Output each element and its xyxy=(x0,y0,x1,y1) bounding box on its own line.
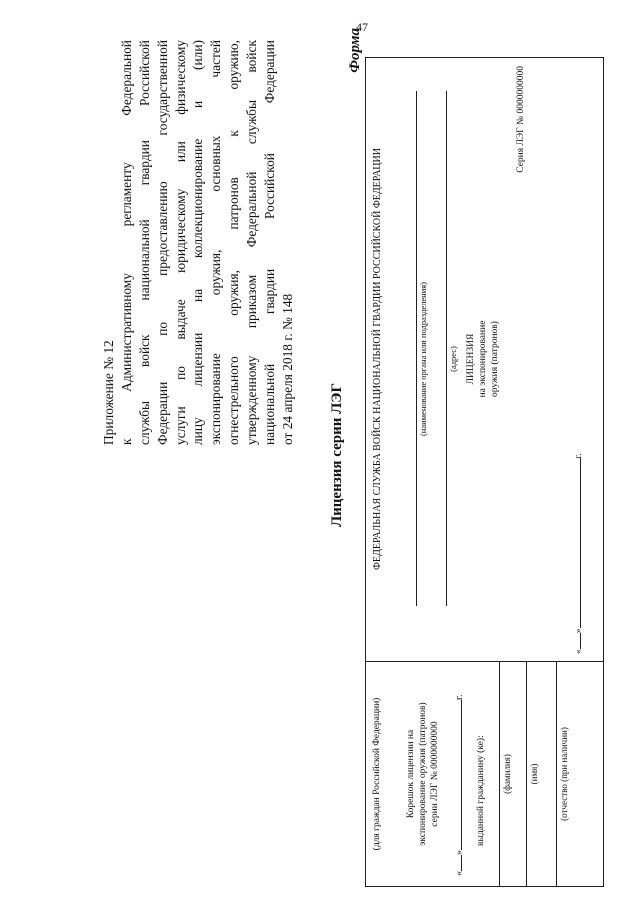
header-word: и xyxy=(190,100,206,108)
header-word: физическому xyxy=(172,40,188,115)
license-date-open: « xyxy=(574,649,584,654)
stub-condition: (для граждан Российской Федерации) xyxy=(372,697,382,851)
license-heading: ФЕДЕРАЛЬНАЯ СЛУЖБА ВОЙСК НАЦИОНАЛЬНОЙ ГВАРДИИ РОССИЙСКОЙ ФЕДЕРАЦИИ xyxy=(372,148,383,570)
header-word: Федерации xyxy=(154,381,170,445)
header-word: по xyxy=(172,365,188,380)
address-caption: (адрес) xyxy=(448,346,458,372)
header-word: Федеральной xyxy=(244,171,260,248)
stub-title-3: серии ЛЭГ № 0000000000 xyxy=(430,721,440,827)
license-date-mid: » xyxy=(574,628,584,634)
license-purpose: на экспонирование xyxy=(478,320,488,398)
license-form xyxy=(365,57,604,887)
header-word: или xyxy=(172,141,188,163)
stub-date-year: г. xyxy=(454,694,465,700)
header-word: государственной xyxy=(154,40,170,136)
stub-date-line xyxy=(452,695,465,876)
header-word: национальной xyxy=(136,219,152,301)
stub-date-mid: » xyxy=(454,850,465,855)
appendix-header xyxy=(100,40,295,445)
header-line xyxy=(154,40,172,445)
header-line xyxy=(243,40,261,445)
header-word: Административному xyxy=(118,273,134,392)
header-word: войск xyxy=(244,40,260,73)
license-date-year: г. xyxy=(574,453,584,459)
header-line xyxy=(189,40,207,445)
header-line xyxy=(207,40,225,445)
header-word: гвардии xyxy=(262,268,278,315)
organ-line xyxy=(416,91,417,606)
header-word: к xyxy=(118,438,134,445)
stub-name-line xyxy=(526,662,527,886)
header-word: лицензии xyxy=(190,332,206,387)
header-word: основных xyxy=(208,135,224,192)
header-word: гвардии xyxy=(136,140,152,186)
header-word: юридическому xyxy=(172,188,188,273)
header-word: лицу xyxy=(190,417,206,445)
header-word: огнестрельного xyxy=(226,356,242,445)
header-word: службы xyxy=(244,100,260,145)
header-word: патронов xyxy=(226,177,242,230)
header-word: национальной xyxy=(262,363,278,445)
header-line xyxy=(225,40,243,445)
page-number: 47 xyxy=(356,20,368,34)
header-word: по xyxy=(154,321,170,336)
header-word: Федеральной xyxy=(118,40,134,116)
header-line xyxy=(279,40,297,445)
header-line xyxy=(118,40,136,445)
header-word: к xyxy=(226,130,242,137)
header-line xyxy=(136,40,154,445)
header-word: предоставлению xyxy=(154,181,170,276)
header-word: выдаче xyxy=(172,299,188,340)
header-word: оружию, xyxy=(226,40,242,90)
stub-issued-label: выданной гражданину (ке): xyxy=(476,735,486,846)
header-word: утвержденному xyxy=(244,355,260,445)
header-line xyxy=(100,40,118,445)
stub-date-open: « xyxy=(454,871,465,876)
header-word: Приложение № 12 xyxy=(101,340,116,445)
header-word: (или) xyxy=(190,40,206,70)
form-label: Форма xyxy=(347,28,363,73)
header-word: услуги xyxy=(172,406,188,445)
stub-patronymic-line xyxy=(556,662,557,886)
stub-patronymic-caption: (отчество (при наличии) xyxy=(559,727,569,821)
header-word: службы xyxy=(136,400,152,445)
stub-surname-caption: (фамилия) xyxy=(502,754,512,794)
header-word: коллекционирование xyxy=(190,138,206,259)
stub-surname-line xyxy=(499,662,500,886)
license-date-line xyxy=(571,453,584,654)
header-word: Российской xyxy=(136,40,152,107)
header-line xyxy=(172,40,190,445)
header-word: на xyxy=(190,288,206,302)
address-line xyxy=(446,91,447,606)
stub-title-2: экспонирование оружия (патронов) xyxy=(418,702,428,846)
header-word: от 24 апреля 2018 г. № 148 xyxy=(279,293,295,445)
header-word: частей xyxy=(208,40,224,78)
header-word: войск xyxy=(136,334,152,367)
header-line xyxy=(261,40,279,445)
organ-caption: (наименование органа или подразделения) xyxy=(418,281,428,437)
license-word: ЛИЦЕНЗИЯ xyxy=(466,333,476,385)
document-title: Лицензия серии ЛЭГ xyxy=(329,382,345,528)
header-word: регламенту xyxy=(118,162,134,227)
license-object: оружия (патронов) xyxy=(490,321,500,397)
license-series: Серия ЛЭГ № 0000000000 xyxy=(516,66,526,173)
stub-name-caption: (имя) xyxy=(529,763,539,785)
header-word: приказом xyxy=(244,274,260,329)
header-word: оружия, xyxy=(208,249,224,296)
header-word: Федерации xyxy=(262,40,278,104)
header-word: экспонирование xyxy=(208,353,224,445)
header-word: оружия, xyxy=(226,270,242,316)
header-word: Российской xyxy=(262,153,278,220)
stub-title-1: Корешок лицензии на xyxy=(406,729,416,819)
